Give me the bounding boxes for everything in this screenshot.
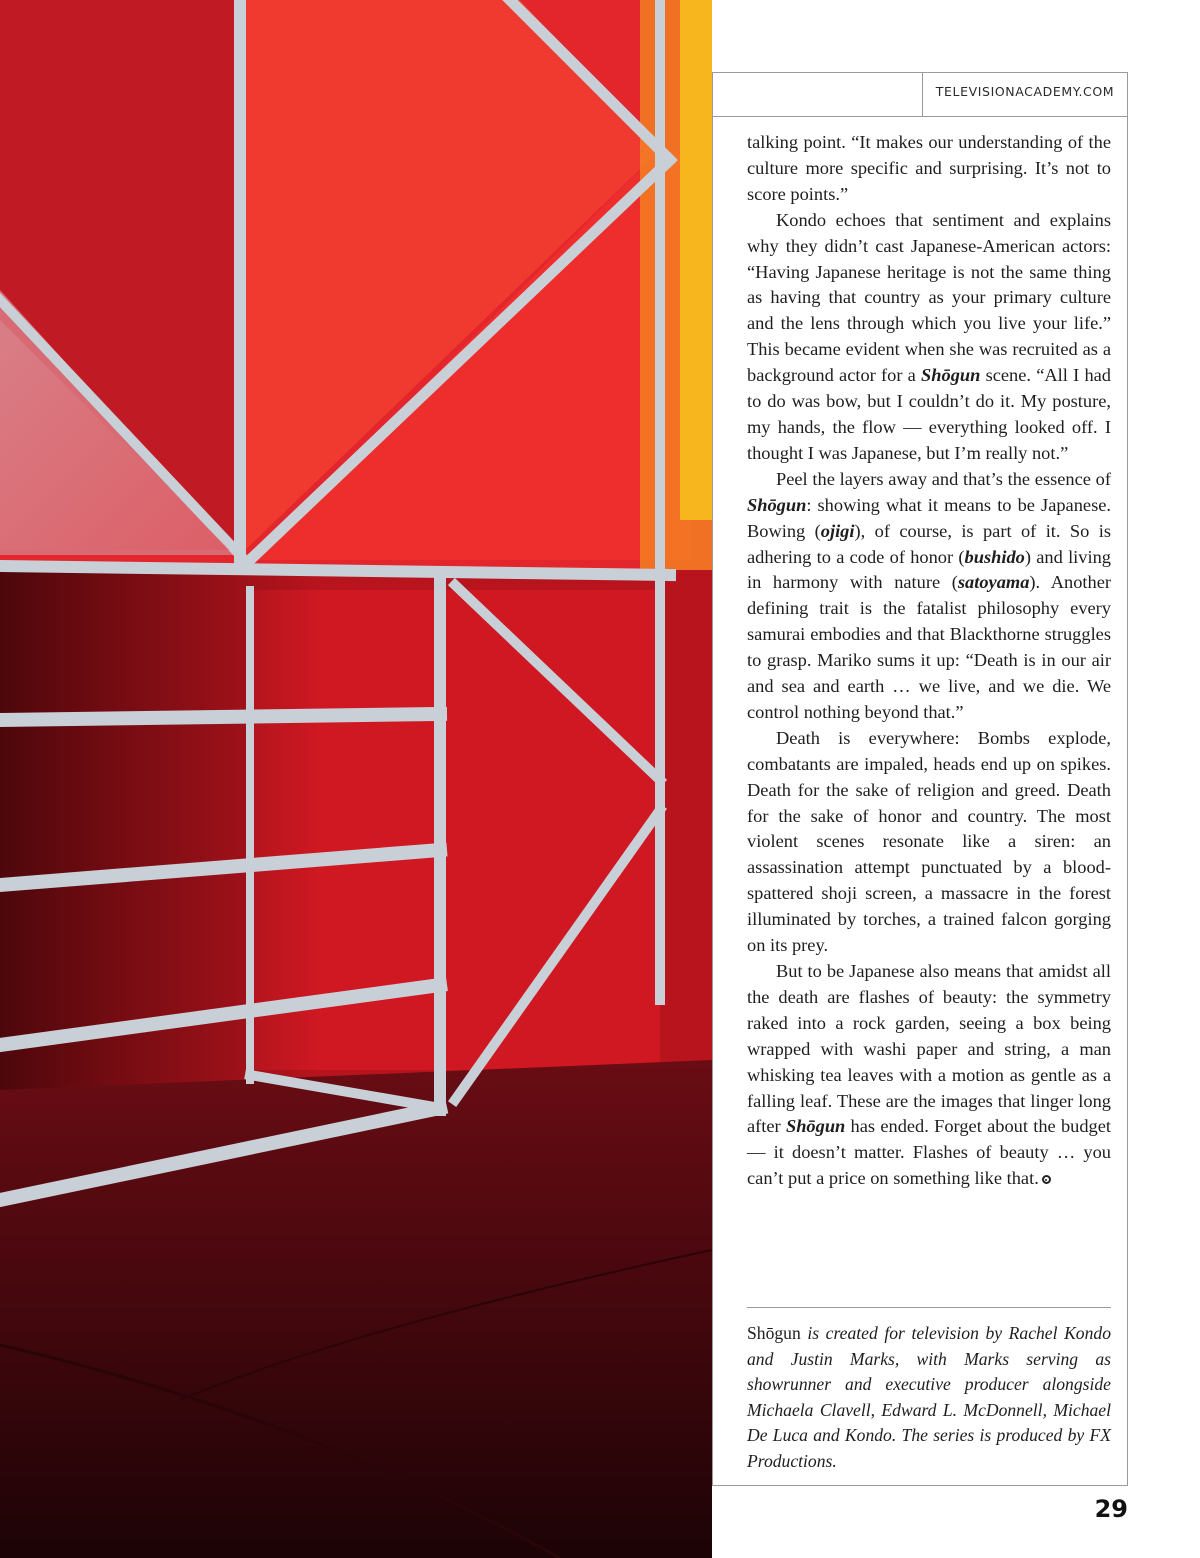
page-number: 29 bbox=[1094, 1495, 1128, 1523]
article-paragraph bbox=[747, 726, 1111, 959]
italic-term: Shōgun bbox=[747, 494, 807, 515]
paragraph-text: Death is everywhere: Bombs explode, combatants are impaled, heads end up on spikes. Death for the sake of religion and greed. Death for the sake of honor and country. The most violent scenes resonate like a siren: an assassination attempt punctuated by a blood-spattered shoji screen, a massacre in the forest illuminated by torches, a trained falcon gorging on its prey. bbox=[747, 727, 1111, 956]
site-url: TELEVISIONACADEMY.COM bbox=[935, 84, 1115, 99]
article-body bbox=[747, 130, 1111, 1192]
paragraph-text: talking point. “It makes our understanding of the culture more specific and surprising. It’s not to score points.” bbox=[747, 132, 1111, 204]
paragraph-text: scene. “All I had to do was bow, but I couldn’t do it. My posture, my hands, the flow — everything looked off. I thought I was Japanese, but I’m really not.” bbox=[747, 365, 1111, 463]
italic-term: bushido bbox=[964, 546, 1025, 567]
italic-term: Shōgun bbox=[785, 1116, 846, 1137]
header-rule bbox=[712, 116, 1128, 117]
article-paragraph bbox=[747, 467, 1111, 726]
paragraph-text: But to be Japanese also means that amidst all the death are flashes of beauty: the symmetry raked into a rock garden, seeing a box being wrapped with washi paper and string, a man whisking tea leaves with a motion as gentle as a falling leaf. These are the images that linger long after bbox=[747, 961, 1111, 1137]
italic-term: ojigi bbox=[820, 520, 855, 541]
credits-text: is created for television by Rachel Kondo and Justin Marks, with Marks serving as showrunner and executive producer alongside Michaela Clavell, Edward L. McDonnell, Michael De Luca and Kondo. The series is produced by FX Productions. bbox=[747, 1323, 1111, 1471]
credits-show-title: Shōgun bbox=[747, 1323, 801, 1343]
article-paragraph bbox=[747, 208, 1111, 467]
paragraph-text: Peel the layers away and that’s the essence of bbox=[776, 468, 1111, 489]
italic-term: Shōgun bbox=[921, 365, 981, 386]
header-divider bbox=[922, 72, 923, 116]
article-paragraph bbox=[747, 130, 1111, 208]
paragraph-text: : showing what it means to be Japanese. Bowing ( bbox=[747, 494, 1111, 541]
end-mark-icon bbox=[1042, 1175, 1051, 1184]
article-paragraph bbox=[747, 959, 1111, 1192]
italic-term: satoyama bbox=[957, 572, 1030, 593]
paragraph-text: Kondo echoes that sentiment and explains why they didn’t cast Japanese-American actors: “Having Japanese heritage is not the same thing as having that country as your primary culture and the lens through which you live your life.” This became evident when she was recruited as a background actor for a bbox=[747, 209, 1111, 386]
paragraph-text: ), of course, is part of it. So is adhering to a code of honor ( bbox=[747, 520, 1111, 567]
credits-note bbox=[747, 1321, 1111, 1475]
credits-divider bbox=[747, 1307, 1111, 1308]
paragraph-text: has ended. Forget about the budget — it doesn’t matter. Flashes of beauty … you can’t put a price on something like that. bbox=[747, 1116, 1112, 1189]
paragraph-text: ). Another defining trait is the fatalist philosophy every samurai embodies and that Blackthorne struggles to grasp. Mariko sums it up: “Death is in our air and sea and earth … we live, and we die. We control nothing beyond that.” bbox=[747, 572, 1111, 722]
paragraph-text: ) and living in harmony with nature ( bbox=[747, 546, 1111, 593]
